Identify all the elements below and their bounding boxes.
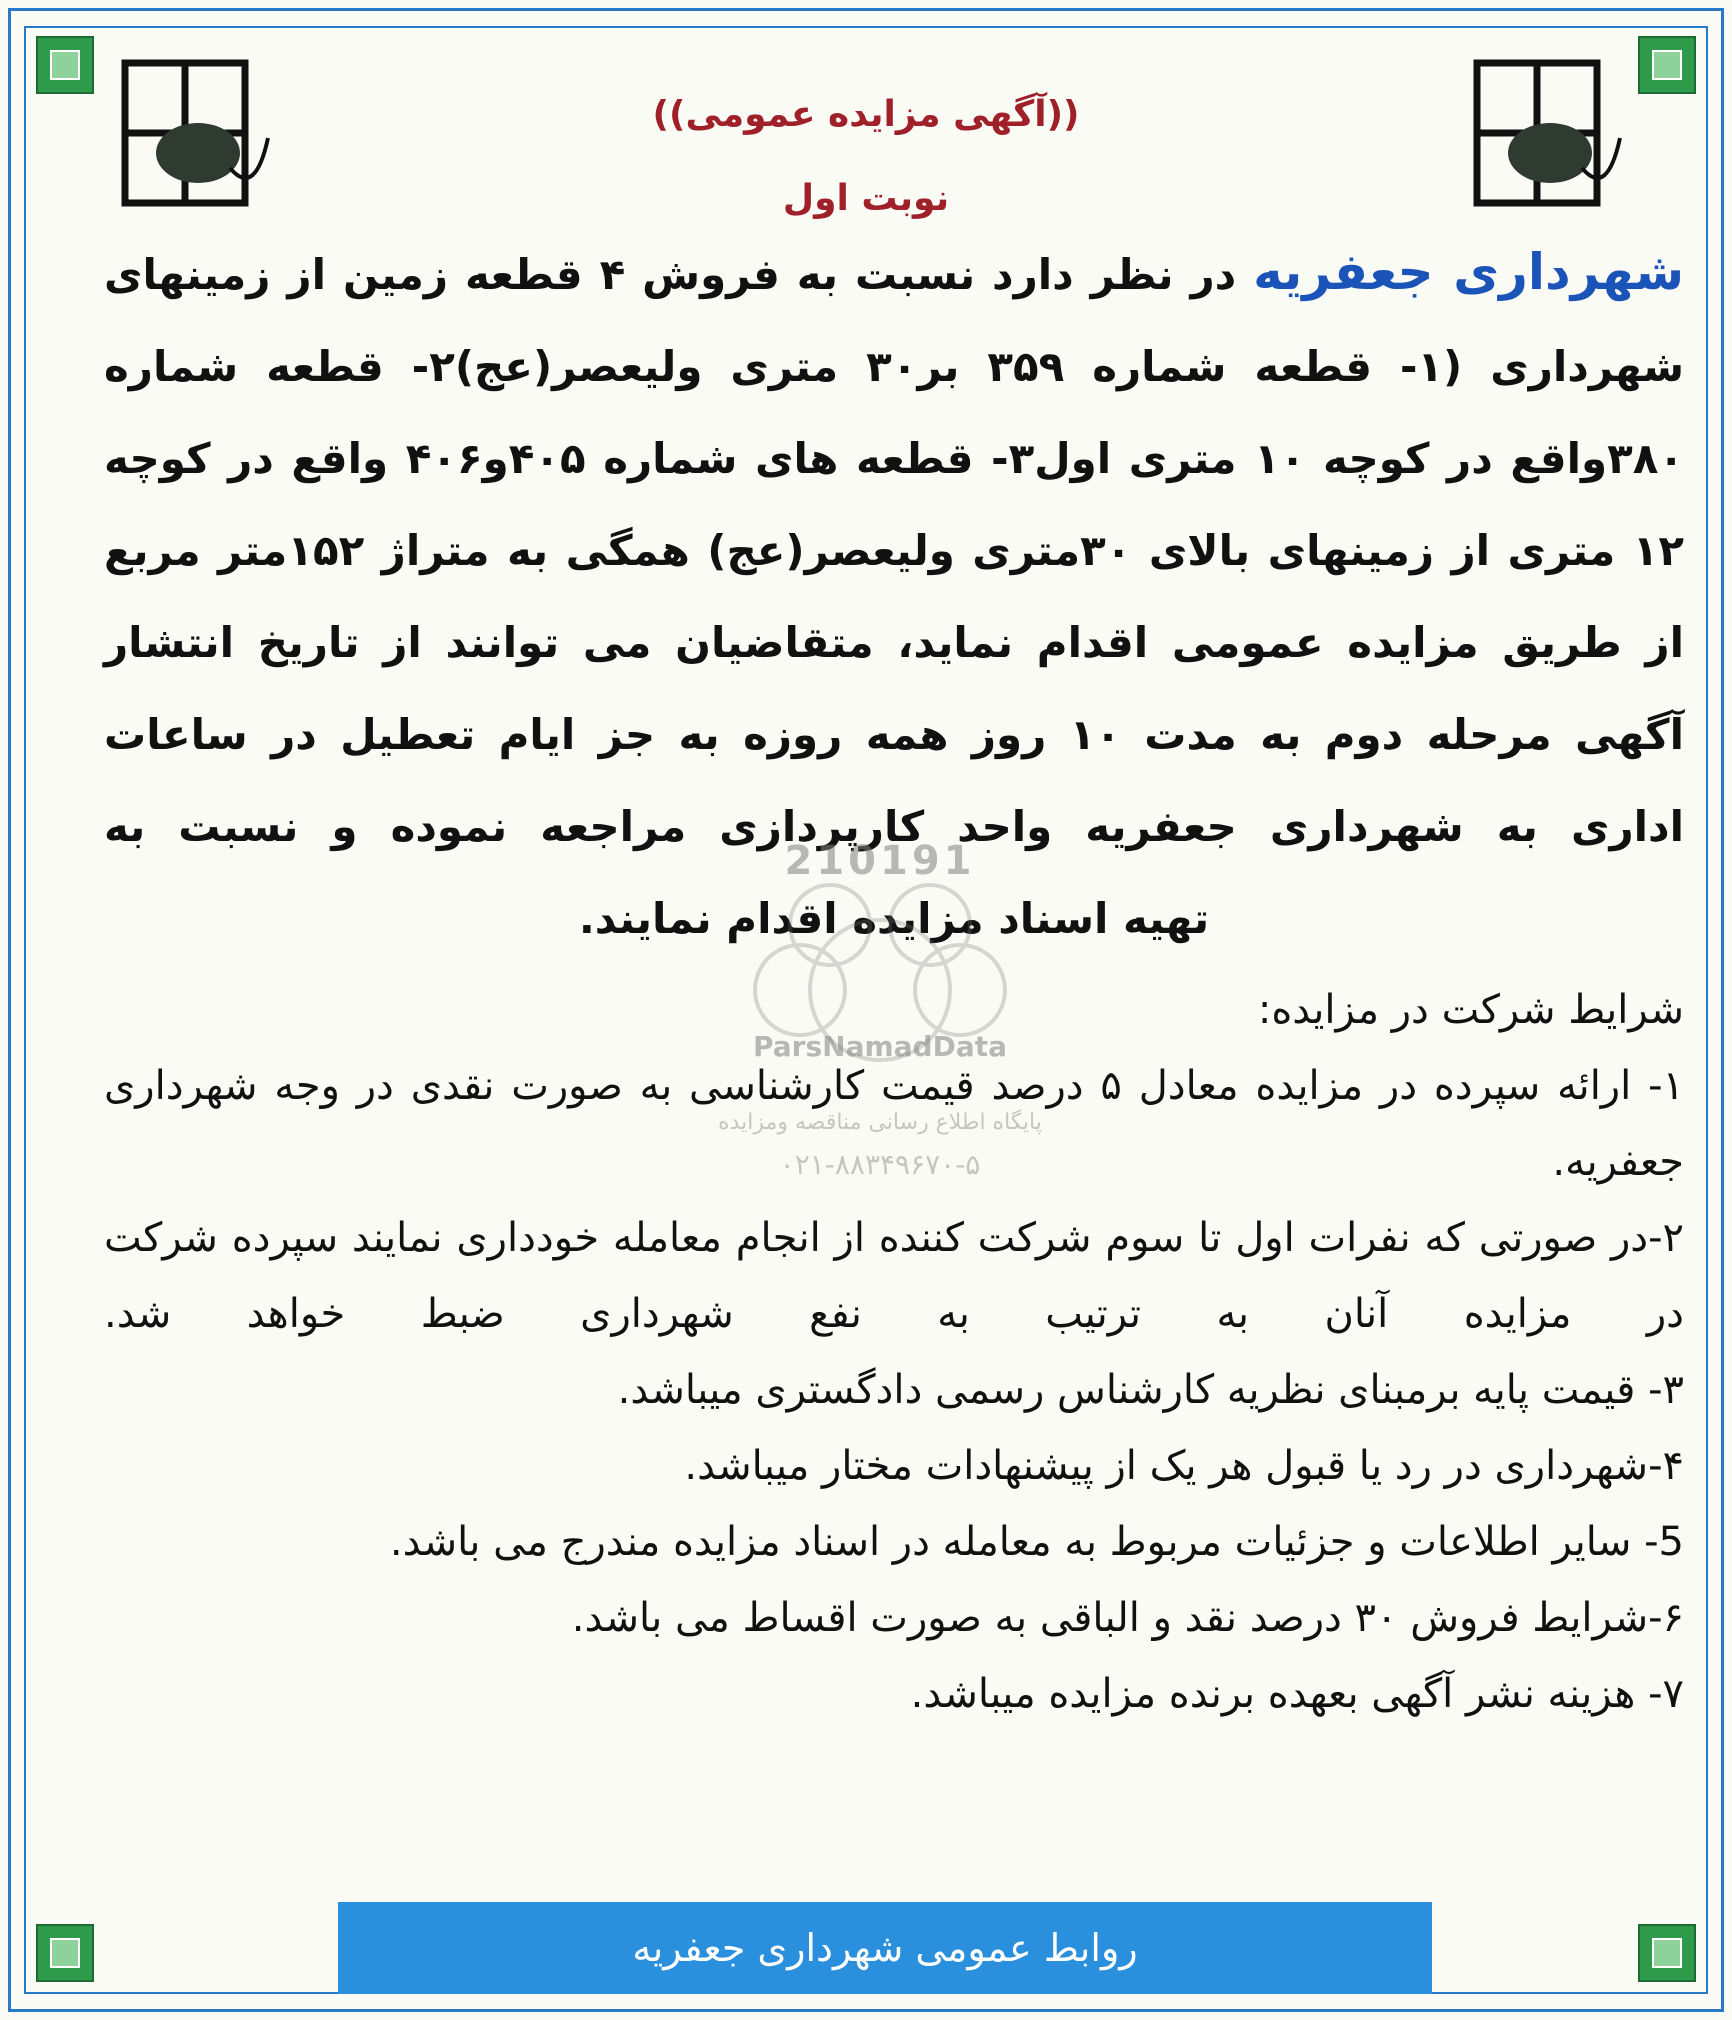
- footer-banner: [338, 1902, 1432, 1994]
- footer-label: روابط عمومی شهرداری جعفریه: [632, 1926, 1138, 1970]
- watermark-brand: ParsNamadData: [753, 1030, 1007, 1063]
- condition-item: ۱- ارائه سپرده در مزایده معادل ۵ درصد قیمت کارشناسی به صورت نقدی در وجه شهرداری جعفریه.: [104, 1063, 1684, 1185]
- intro-text: در نظر دارد نسبت به فروش ۴ قطعه زمین از زمینهای شهرداری (۱- قطعه شماره ۳۵۹ بر۳۰ متری ولیعصر(عج)۲- قطعه شماره ۳۸۰واقع در کوچه ۱۰ متری اول۳- قطعه های شماره ۴۰۵و۴۰۶ واقع در کوچه ۱۲ متری از زمینهای بالای ۳۰متری ولیعصر(عج) همگی به متراژ ۱۵۲متر مربع از طریق مزایده عمومی اقدام نماید، متقاضیان می توانند از تاریخ انتشار آگهی مرحله دوم به مدت ۱۰ روز همه روزه به جز ایام تعطیل در ساعات اداری به شهرداری جعفریه واحد کارپردازی مراجعه نموده و نسبت به: [104, 250, 1684, 851]
- condition-item: ۷- هزینه نشر آگهی بعهده برنده مزایده میباشد.: [910, 1671, 1684, 1717]
- watermark-phone: ۰۲۱-۸۸۳۴۹۶۷۰-۵: [779, 1148, 981, 1181]
- condition-item: ۴-شهرداری در رد یا قبول هر یک از پیشنهادات مختار میباشد.: [684, 1443, 1684, 1489]
- corner-ornament-top-left: [36, 36, 94, 94]
- round-label: نوبت اول: [782, 178, 950, 219]
- intro-last-line: تهیه اسناد مزایده اقدام نمایند.: [578, 894, 1210, 943]
- corner-ornament-bottom-right: [1638, 1924, 1696, 1982]
- watermark-numbers: 210191: [784, 838, 976, 884]
- condition-item: ۶-شرایط فروش ۳۰ درصد نقد و الباقی به صورت اقساط می باشد.: [571, 1595, 1684, 1641]
- municipality-name: شهرداری جعفریه: [1253, 243, 1684, 301]
- conditions-heading: شرایط شرکت در مزایده:: [1257, 987, 1684, 1033]
- condition-item: ۳- قیمت پایه برمبنای نظریه کارشناس رسمی دادگستری میباشد.: [617, 1367, 1684, 1413]
- conditions-section: [104, 972, 1684, 1732]
- corner-ornament-bottom-left: [36, 1924, 94, 1982]
- condition-item: ۲-در صورتی که نفرات اول تا سوم شرکت کننده از انجام معامله خودداری نمایند سپرده شرکت در مزایده آنان به ترتیب به نفع شهرداری ضبط خواهد شد.: [104, 1215, 1684, 1337]
- watermark-tagline: پایگاه اطلاع رسانی مناقصه ومزایده: [718, 1110, 1042, 1135]
- condition-item: 5- سایر اطلاعات و جزئیات مربوط به معامله در اسناد مزایده مندرج می باشد.: [389, 1519, 1684, 1565]
- corner-ornament-top-right: [1638, 36, 1696, 94]
- ad-title: ((آگهی مزایده عمومی)): [652, 94, 1080, 135]
